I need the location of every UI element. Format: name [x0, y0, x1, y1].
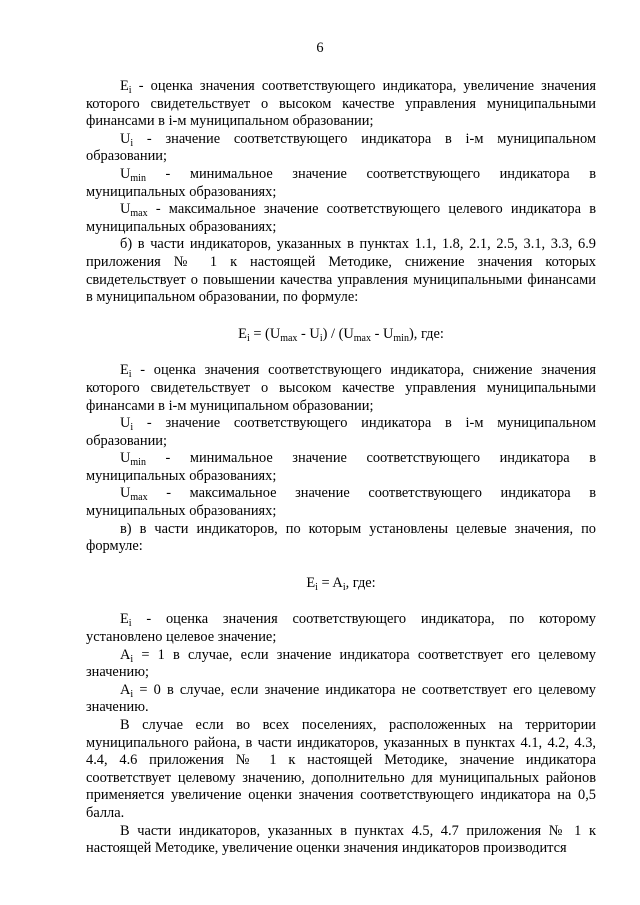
paragraph-umax-definition: $U_{max}$ - максимальное значение соответствующего целевого индикатора в муниципальных образованиях;	[86, 201, 596, 235]
paragraph-ai-equals-1: $A_i = 1$ в случае, если значение индикатора соответствует его целевому значению;	[86, 646, 596, 681]
formula-target: $E_i = A_i$, где:	[306, 574, 376, 593]
paragraph-indicators-4-5-4-7: В части индикаторов, указанных в пунктах 4.5, 4.7 приложения № 1 к настоящей Методике, увеличение оценки значения индикаторов производится	[86, 822, 596, 857]
paragraph-settlements-bonus: В случае если во всех поселениях, расположенных на территории муниципального района, в части индикаторов, указанных в пунктах 4.1, 4.2, 4.3, 4.4, 4.6 приложения № 1 к настоящей Методике, значение индикатора соответствует целевому значению, дополнительно для муниципальных районов применяется увеличение оценки значения соответствующего индикатора на 0,5 балла.	[86, 717, 596, 821]
page-number: 6	[316, 40, 324, 56]
formula-decrease: $E_i = (U_{max} - U_i) / (U_{max} - U_{min})$, где:	[238, 325, 444, 344]
paragraph-umin-definition: $U_{min}$ - минимальное значение соответствующего индикатора в муниципальных образованиях;	[86, 165, 596, 200]
paragraph-v-indicators: в) в части индикаторов, по которым установлены целевые значения, по формуле:	[86, 520, 596, 555]
paragraph-ei-definition-target: $E_i$ - оценка значения соответствующего индикатора, по которому установлено целевое значение;	[86, 611, 596, 646]
paragraph-ui-definition-2: $U_i$ - значение соответствующего индикатора в i-м муниципальном образовании;	[86, 415, 596, 449]
paragraph-umax-definition-2: $U_{max}$ - максимальное значение соответствующего индикатора в муниципальных образованиях;	[86, 485, 596, 520]
paragraph-b-indicators: б) в части индикаторов, указанных в пунктах 1.1, 1.8, 2.1, 2.5, 3.1, 3.3, 6.9 приложения № 1 к настоящей Методике, снижение значения которых свидетельствует о повышении качества управления муниципальными финансами в муниципальном образовании, по формуле:	[86, 236, 596, 306]
paragraph-ui-definition: $U_i$ - значение соответствующего индикатора в i-м муниципальном образовании;	[86, 130, 596, 165]
paragraph-ei-definition-decrease: $E_i$ - оценка значения соответствующего индикатора, снижение значения которого свидетельствует о высоком качестве управления муниципальными финансами в i-м муниципальном образовании;	[86, 362, 596, 414]
document-body	[86, 78, 596, 858]
paragraph-ei-definition-increase: $E_i$ - оценка значения соответствующего индикатора, увеличение значения которого свидетельствует о высоком качестве управления муниципальными финансами в i-м муниципальном образовании;	[86, 78, 596, 130]
paragraph-umin-definition-2: $U_{min}$ - минимальное значение соответствующего индикатора в муниципальных образованиях;	[86, 450, 596, 484]
paragraph-ai-equals-0: $A_i = 0$ в случае, если значение индикатора не соответствует его целевому значению.	[86, 681, 596, 716]
